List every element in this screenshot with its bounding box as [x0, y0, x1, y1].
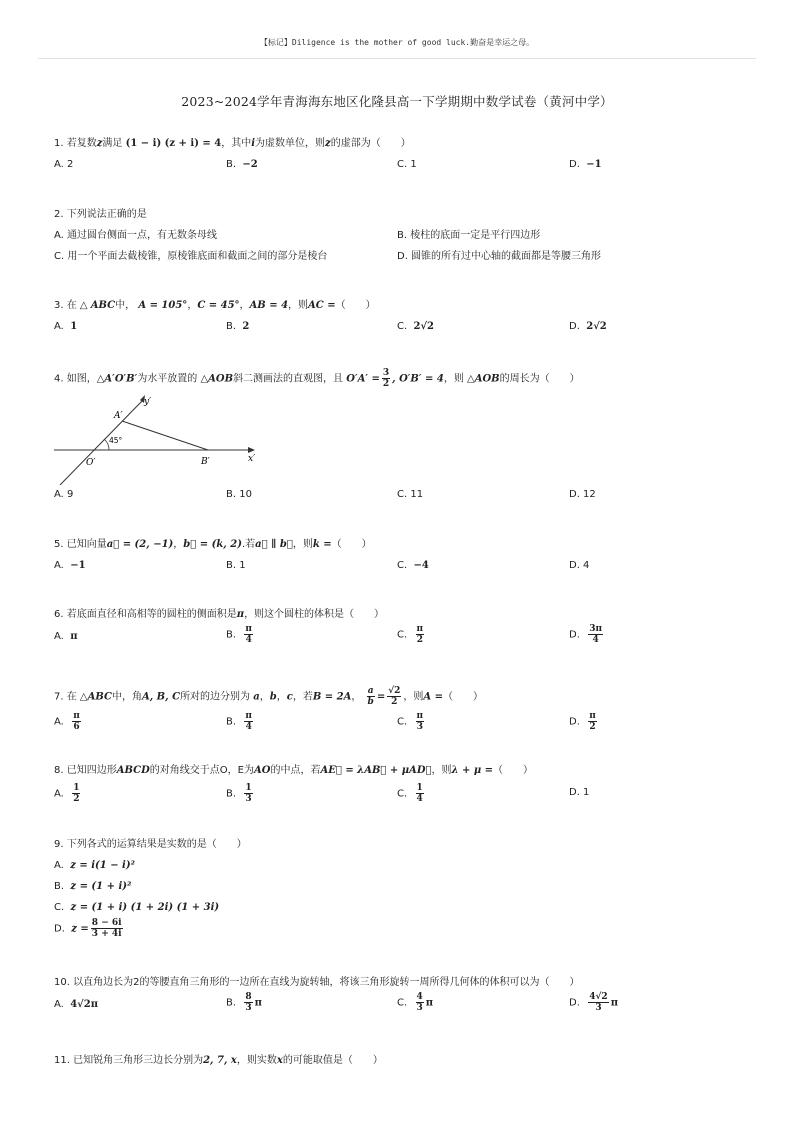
- q9-option-b[interactable]: B. z = (1 + i)²: [54, 881, 132, 892]
- q6-option-c[interactable]: C. $\frac{\pi}{2}$: [397, 624, 424, 645]
- q6-option-b[interactable]: B. $\frac{\pi}{4}$: [226, 624, 252, 645]
- question-9: 9. 下列各式的运算结果是实数的是（ ）: [54, 839, 247, 850]
- q1-option-c[interactable]: C. 1: [397, 159, 417, 170]
- question-1: 1. 若复数z满足 (1 − i) (z + i) = 4，其中i为虚数单位，则z的虚部为（ ）: [54, 138, 411, 149]
- q8-option-a[interactable]: A. $\frac{1}{2}$: [54, 783, 80, 804]
- q4-option-a[interactable]: A. 9: [54, 489, 74, 500]
- label-angle: 45°: [109, 436, 123, 445]
- q10-option-c[interactable]: C. $\frac{4}{3}$ π: [397, 992, 434, 1013]
- q3-option-d[interactable]: D. 2√2: [569, 321, 607, 332]
- question-4: 4. 如图，△A′O′B′为水平放置的 △AOB斜二测画法的直观图，且 O′A′ = $\frac{3}{2}$ , O′B′ = 4，则 △AOB的周长为（ ）: [54, 368, 580, 389]
- question-8: 8. 已知四边形ABCD的对角线交于点O，E为AO的中点，若AE⃗ = λAB⃗ + μAD⃗，则λ + μ =（ ）: [54, 765, 534, 776]
- q7-option-b[interactable]: B. $\frac{\pi}{4}$: [226, 711, 252, 732]
- q7-option-c[interactable]: C. $\frac{\pi}{3}$: [397, 711, 424, 732]
- oblique-projection-figure: [52, 390, 267, 485]
- q9-option-d[interactable]: D. z = $\frac{8 - 6i}{3 + 4i}$: [54, 918, 122, 939]
- question-11: 11. 已知锐角三角形三边长分别为2, 7, x，则实数x的可能取值是（ ）: [54, 1055, 383, 1066]
- q5-option-a[interactable]: A. −1: [54, 560, 86, 571]
- question-10: 10. 以直角边长为2的等腰直角三角形的一边所在直线为旋转轴，将该三角形旋转一周所得几何体的体积可以为（ ）: [54, 977, 580, 988]
- label-o: O′: [86, 458, 96, 468]
- q10-option-b[interactable]: B. $\frac{8}{3}$ π: [226, 992, 262, 1013]
- label-b: B′: [201, 457, 210, 467]
- question-6: 6. 若底面直径和高相等的圆柱的侧面积是π，则这个圆柱的体积是（ ）: [54, 609, 385, 620]
- q10-option-d[interactable]: D. $\frac{4√2}{3}$ π: [569, 992, 619, 1013]
- q5-option-d[interactable]: D. 4: [569, 560, 590, 571]
- x-axis-arrow: [248, 447, 255, 453]
- q4-option-b[interactable]: B. 10: [226, 489, 252, 500]
- question-3: 3. 在 △ ABC中， A = 105°，C = 45°，AB = 4，则AC =（ ）: [54, 300, 376, 311]
- q7-option-d[interactable]: D. $\frac{\pi}{2}$: [569, 711, 596, 732]
- q4-option-d[interactable]: D. 12: [569, 489, 596, 500]
- label-a: A′: [114, 411, 123, 421]
- q7-option-a[interactable]: A. $\frac{\pi}{6}$: [54, 711, 80, 732]
- q8-option-b[interactable]: B. $\frac{1}{3}$: [226, 783, 252, 804]
- y-axis-line: [60, 400, 143, 485]
- segment-a-b: [122, 421, 208, 450]
- q1-option-d[interactable]: D. −1: [569, 159, 602, 170]
- q5-option-c[interactable]: C. −4: [397, 560, 429, 571]
- q4-option-c[interactable]: C. 11: [397, 489, 424, 500]
- q3-option-b[interactable]: B. 2: [226, 321, 250, 332]
- q1-option-a[interactable]: A. 2: [54, 159, 74, 170]
- question-5: 5. 已知向量a⃗ = (2, −1)，b⃗ = (k, 2).若a⃗ ∥ b⃗，则k =（ ）: [54, 539, 372, 550]
- q5-option-b[interactable]: B. 1: [226, 560, 246, 571]
- q3-option-c[interactable]: C. 2√2: [397, 321, 435, 332]
- q9-option-c[interactable]: C. z = (1 + i) (1 + 2i) (1 + 3i): [54, 902, 220, 913]
- q6-option-a[interactable]: A. π: [54, 631, 78, 642]
- q2-option-d[interactable]: D. 圆锥的所有过中心轴的截面都是等腰三角形: [397, 251, 602, 262]
- q2-option-a[interactable]: A. 通过圆台侧面一点，有无数条母线: [54, 230, 218, 241]
- q3-option-a[interactable]: A. 1: [54, 321, 78, 332]
- q2-option-b[interactable]: B. 棱柱的底面一定是平行四边形: [397, 230, 541, 241]
- page-title: 2023~2024学年青海海东地区化隆县高一下学期期中数学试卷（黄河中学）: [181, 94, 613, 109]
- q8-option-d[interactable]: D. 1: [569, 787, 590, 798]
- header-note: 【标记】Diligence is the mother of good luck.勤奋是幸运之母。: [259, 38, 535, 47]
- label-x: x′: [248, 454, 256, 464]
- q6-option-d[interactable]: D. $\frac{3\pi}{4}$: [569, 624, 603, 645]
- q2-option-c[interactable]: C. 用一个平面去截棱锥，原棱锥底面和截面之间的部分是棱台: [54, 251, 328, 262]
- label-y: y′: [144, 397, 152, 407]
- header-divider: [38, 58, 756, 59]
- q10-option-a[interactable]: A. 4√2π: [54, 999, 99, 1010]
- q9-option-a[interactable]: A. z = i(1 − i)²: [54, 860, 135, 871]
- question-2: 2. 下列说法正确的是: [54, 209, 147, 220]
- question-7: 7. 在 △ABC中，角A, B, C所对的边分别为 a，b，c，若B = 2A， $\frac{a}{b}$ = $\frac{√2}{2}$ ，则A =（ ）: [54, 686, 484, 707]
- q1-option-b[interactable]: B. −2: [226, 159, 258, 170]
- q8-option-c[interactable]: C. $\frac{1}{4}$: [397, 783, 423, 804]
